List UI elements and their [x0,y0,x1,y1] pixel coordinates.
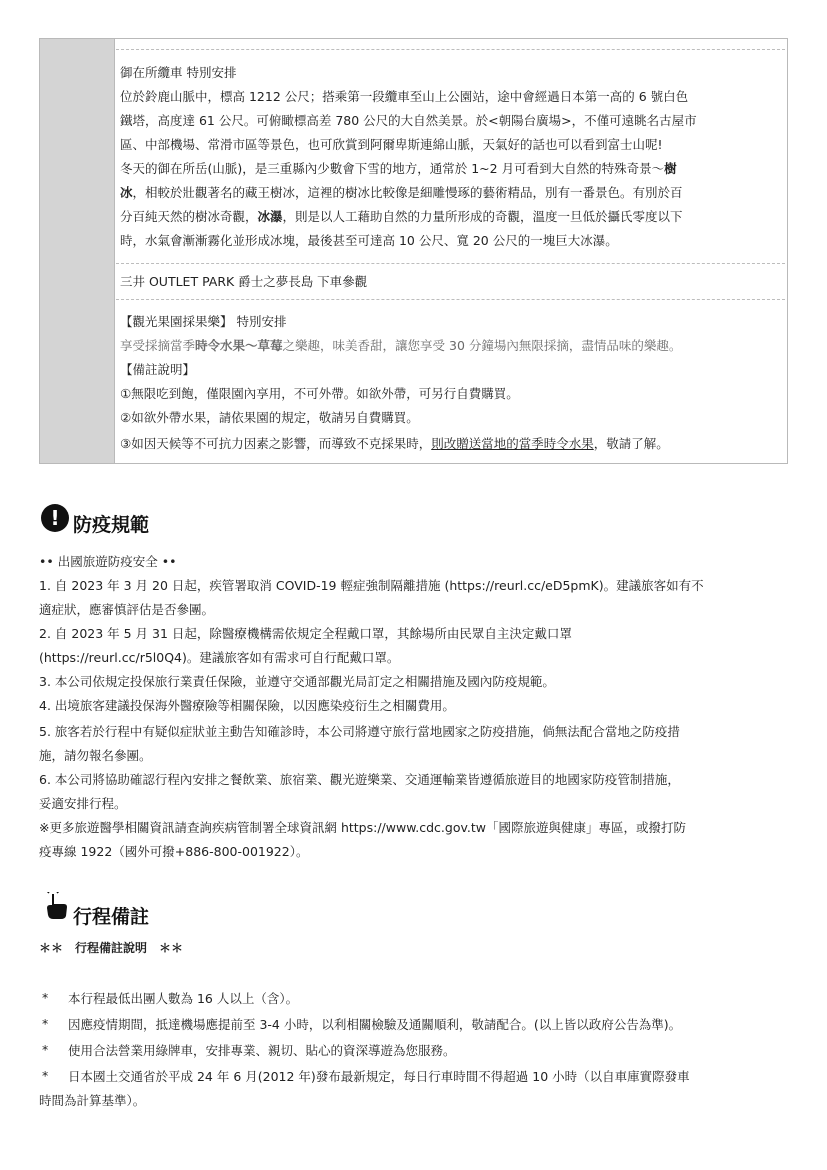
ropeway-text-line [120,157,677,180]
ropeway-text-line: 鐵塔，高度達 61 公尺。可俯瞰標高差 780 公尺的大自然美景。於<朝陽台廣場>，不僅可遠眺名古屋市 [120,113,697,128]
epidemic-subtitle: •• 出國旅遊防疫安全 •• [39,554,177,569]
divider [116,299,785,300]
fruit-note: ①無限吃到飽，僅限園內享用，不可外帶。如欲外帶，可另行自費購買。 [120,386,519,401]
fruit-note-text: ③如因天候等不可抗力因素之影響，而導致不克採果時， [120,436,432,451]
divider [116,49,785,50]
bold-highlight: 樹 [664,161,677,176]
fruit-note: ②如欲外帶水果，請依果園的規定，敬請另自費購買。 [120,410,419,425]
remarks-item-continued: 時間為計算基準）。 [39,1093,146,1108]
epidemic-line: 疫專線 1922（國外可撥+886-800-001922）。 [39,844,309,859]
bold-highlight: 時令水果～草莓 [195,338,283,353]
ropeway-text-line: 位於鈴鹿山脈中，標高 1212 公尺；搭乘第一段纜車至山上公園站，途中會經過日本第一高的 6 號白色 [120,89,689,104]
ropeway-title: 御在所纜車 特別安排 [120,65,237,80]
epidemic-line: 4. 出境旅客建議投保海外醫療險等相關保險，以因應染疫衍生之相關費用。 [39,698,455,713]
ropeway-text-line: 時，水氣會漸漸霧化並形成冰塊，最後甚至可達高 10 公尺、寬 20 公尺的一塊巨大冰瀑。 [120,233,618,248]
remarks-item: 使用合法營業用綠牌車，安排專業、親切、貼心的資深導遊為您服務。 [68,1043,456,1058]
fruit-note-text: ，敬請了解。 [593,436,669,451]
fruit-title: 【觀光果園採果樂】 特別安排 [120,314,287,329]
epidemic-line: 3. 本公司依規定投保旅行業責任保險，並遵守交通部觀光局訂定之相關措施及國內防疫規範。 [39,674,555,689]
epidemic-line: 妥適安排行程。 [39,796,127,811]
itinerary-day-column [39,38,115,464]
ropeway-text-line [120,181,683,204]
epidemic-line: 施，請勿報名參團。 [39,748,152,763]
remarks-item: 本行程最低出團人數為 16 人以上（含）。 [68,991,299,1006]
epidemic-heading: 防疫規範 [73,514,150,536]
fruit-desc-text: 享受採摘當季 [120,338,196,353]
fruit-description [120,334,681,357]
epidemic-line: (https://reurl.cc/r5l0Q4)。建議旅客如有需求可自行配戴口罩。 [39,650,400,665]
remarks-subheading: ＊＊ 行程備註說明 ＊＊ [39,941,184,955]
epidemic-line: 1. 自 2023 年 3 月 20 日起，疾管署取消 COVID-19 輕症強制隔離措施 (https://reurl.cc/eD5pmK)。建議旅客如有不 [39,578,704,593]
ropeway-text-line: 區、中部機場、常滑市區等景色，也可欣賞到阿爾卑斯連綿山脈，天氣好的話也可以看到富士山呢! [120,137,663,152]
bold-highlight: 冰瀑 [257,209,283,224]
fruit-desc-text: 之樂趣，味美香甜，讓您享受 30 分鐘場內無限採摘，盡情品味的樂趣。 [282,338,682,353]
bullet: * [42,1016,49,1031]
remarks-item: 日本國土交通省於平成 24 年 6 月(2012 年)發布最新規定，每日行車時間不得超過 10 小時（以自車庫實際發車 [68,1069,690,1084]
ropeway-text: 分百純天然的樹冰奇觀， [120,209,258,224]
remarks-heading: 行程備註 [73,906,150,928]
pointing-hand-icon [43,892,69,920]
underlined-text: 則改贈送當地的當季時令水果 [431,436,594,451]
epidemic-line: 適症狀，應審慎評估是否參團。 [39,602,215,617]
bullet: * [42,1068,49,1083]
remarks-item: 因應疫情期間，抵達機場應提前至 3-4 小時，以利相關檢驗及通關順利，敬請配合。(以上皆以政府公告為準)。 [68,1017,682,1032]
ropeway-text: ，相較於壯觀著名的藏王樹冰，這裡的樹冰比較像是細雕慢琢的藝術精品，別有一番景色。有別於百 [132,185,683,200]
divider [116,263,785,264]
epidemic-line: 2. 自 2023 年 5 月 31 日起，除醫療機構需依規定全程戴口罩，其餘場所由民眾自主決定戴口罩 [39,626,572,641]
epidemic-line: ※更多旅遊醫學相關資訊請查詢疾病管制署全球資訊網 https://www.cdc.gov.tw「國際旅遊與健康」專區，或撥打防 [39,820,687,835]
ropeway-text: ，則是以人工藉助自然的力量所形成的奇觀，溫度一旦低於攝氏零度以下 [282,209,683,224]
bullet: * [42,990,49,1005]
epidemic-line: 5. 旅客若於行程中有疑似症狀並主動告知確診時，本公司將遵守旅行當地國家之防疫措施，倘無法配合當地之防疫措 [39,724,680,739]
epidemic-line: 6. 本公司將協助確認行程內安排之餐飲業、旅宿業、觀光遊樂業、交通運輸業皆遵循旅遊目的地國家防疫管制措施， [39,772,680,787]
ropeway-text: 冬天的御在所岳(山脈)，是三重縣內少數會下雪的地方，通常於 1~2 月可看到大自然的特殊奇景～ [120,161,665,176]
bullet: * [42,1042,49,1057]
exclamation-icon: ! [41,504,69,532]
fruit-note-title: 【備註說明】 [120,362,196,377]
bold-highlight: 冰 [120,185,133,200]
fruit-note [120,432,669,455]
outlet-stop: 三井 OUTLET PARK 爵士之夢長島 下車參觀 [120,274,368,289]
ropeway-text-line [120,205,683,228]
